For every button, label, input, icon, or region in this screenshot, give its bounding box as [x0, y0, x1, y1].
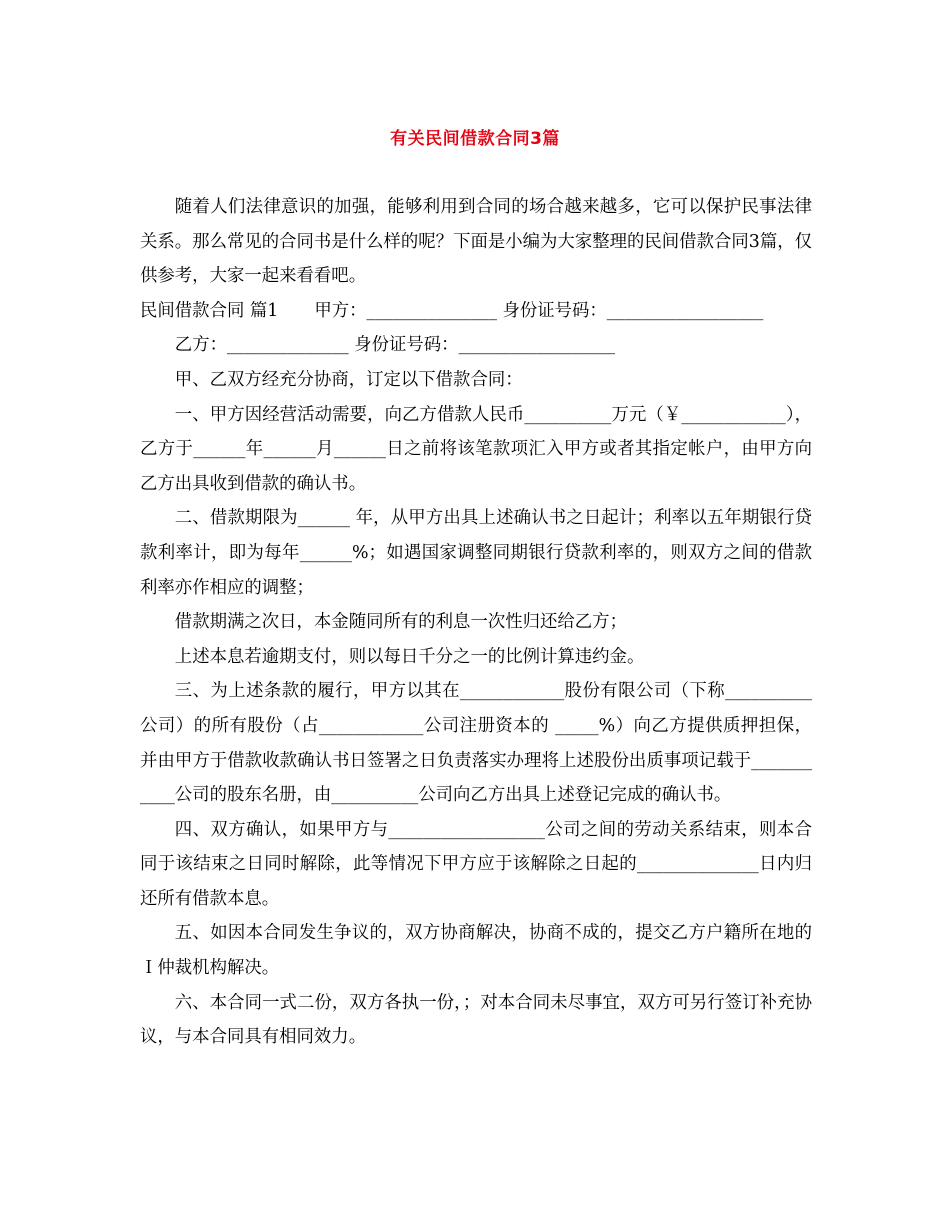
clause-2: 二、借款期限为______ 年，从甲方出具上述确认书之日起计；利率以五年期银行贷款利率计，即为每年______%；如遇国家调整同期银行贷款利率的，则双方之间的借款利率亦作相应的调整；	[140, 508, 812, 598]
document-body	[140, 190, 812, 1055]
party-b-line: 乙方：______________ 身份证号码：__________________	[174, 335, 616, 356]
clause-4: 四、双方确认，如果甲方与__________________公司之间的劳动关系结束，则本合同于该结束之日同时解除，此等情况下甲方应于该解除之日起的______________日内归还所有借款本息。	[140, 819, 812, 909]
clause-6: 六、本合同一式二份，双方各执一份，；对本合同未尽事宜，双方可另行签订补充协议，与本合同具有相同效力。	[140, 992, 812, 1048]
contract-heading-line	[140, 294, 812, 329]
clause-3: 三、为上述条款的履行，甲方以其在____________股份有限公司（下称__________公司）的所有股份（占____________公司注册资本的 _____%）向乙方提供质押担保，并由甲方于借款收款确认书日签署之日负责落实办理将上述股份出质事项记载于___________公司的股东名册，由__________公司向乙方出具上述登记完成的确认书。	[140, 681, 812, 806]
agreement-intro: 甲、乙双方经充分协商，订定以下借款合同：	[174, 369, 523, 390]
contract-heading: 民间借款合同 篇1	[140, 300, 279, 321]
intro-paragraph: 随着人们法律意识的加强，能够利用到合同的场合越来越多，它可以保护民事法律关系。那么常见的合同书是什么样的呢？下面是小编为大家整理的民间借款合同3篇，仅供参考，大家一起来看看吧。	[140, 197, 812, 287]
party-a-line: 甲方：_______________ 身份证号码：__________________	[314, 300, 764, 321]
clause-1: 一、甲方因经营活动需要，向乙方借款人民币__________万元（￥____________），乙方于______年______月______日之前将该笔款项汇入甲方或者其指定帐户，由甲方向乙方出具收到借款的确认书。	[140, 404, 812, 494]
clause-2-repayment: 借款期满之次日，本金随同所有的利息一次性归还给乙方；	[174, 612, 627, 633]
clause-2-penalty: 上述本息若逾期支付，则以每日千分之一的比例计算违约金。	[174, 646, 645, 667]
clause-5: 五、如因本合同发生争议的，双方协商解决，协商不成的，提交乙方户籍所在地的Ｉ仲裁机构解决。	[140, 923, 812, 979]
document-title: 有关民间借款合同3篇	[390, 129, 560, 149]
